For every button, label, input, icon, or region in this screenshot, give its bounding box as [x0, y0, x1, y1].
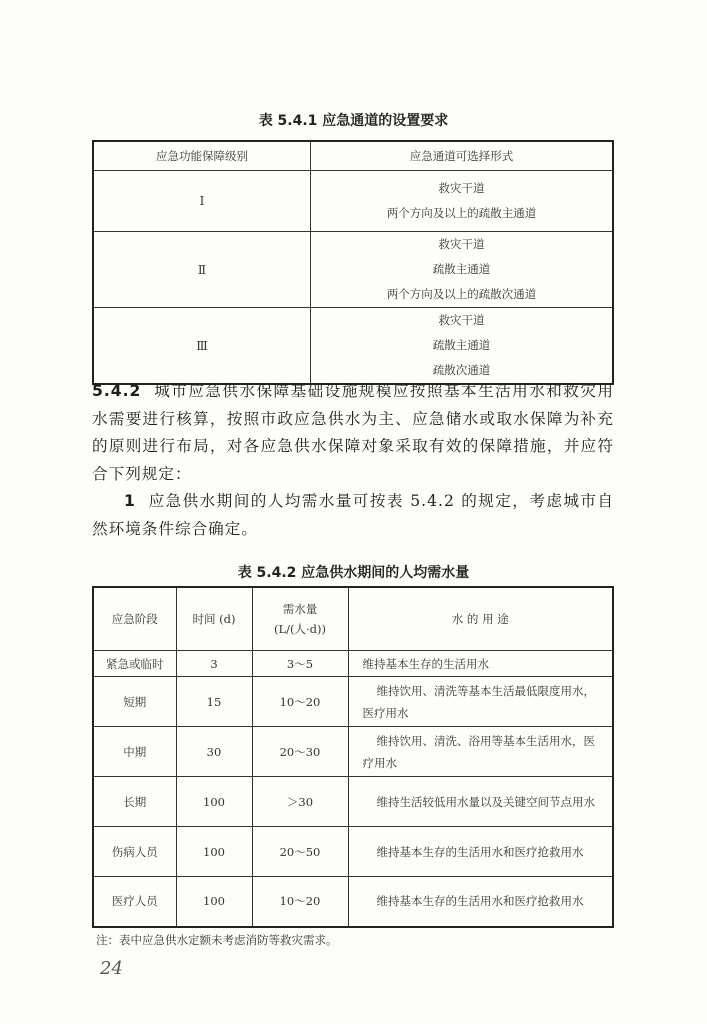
table-row — [93, 677, 613, 727]
level-cell: Ⅰ — [93, 171, 311, 232]
table-header-row — [93, 141, 613, 171]
use-cell: 维持基本生存的生活用水和医疗抢救用水 — [348, 877, 613, 927]
use-cell: 维持饮用、清洗等基本生活最低限度用水，医疗用水 — [348, 677, 613, 727]
use-cell: 维持基本生存的生活用水 — [348, 651, 613, 677]
stage-cell: 中期 — [93, 727, 176, 777]
emergency-passage-table — [92, 140, 614, 385]
form-item: 救灾干道 — [438, 313, 485, 327]
demand-cell: 3～5 — [252, 651, 348, 677]
table-row — [93, 777, 613, 827]
form-item: 疏散主通道 — [432, 338, 491, 352]
form-item: 两个方向及以上的疏散次通道 — [386, 287, 537, 301]
use-cell: 维持饮用、清洗、浴用等基本生活用水，医疗用水 — [348, 727, 613, 777]
form-item: 救灾干道 — [438, 181, 485, 195]
header-stage: 应急阶段 — [93, 587, 176, 651]
form-item: 疏散主通道 — [432, 262, 491, 276]
table-row — [93, 232, 613, 308]
forms-cell — [311, 171, 614, 232]
demand-cell: ＞30 — [252, 777, 348, 827]
stage-cell: 医疗人员 — [93, 877, 176, 927]
time-cell: 100 — [176, 827, 252, 877]
time-cell: 15 — [176, 677, 252, 727]
table2-caption: 表 5.4.2 应急供水期间的人均需水量 — [237, 565, 470, 581]
form-item: 救灾干道 — [438, 237, 485, 251]
time-cell: 3 — [176, 651, 252, 677]
time-cell: 100 — [176, 877, 252, 927]
demand-cell: 20～30 — [252, 727, 348, 777]
use-cell: 维持基本生存的生活用水和医疗抢救用水 — [348, 827, 613, 877]
forms-cell — [311, 308, 614, 385]
item-paragraph — [92, 488, 614, 543]
section-paragraph — [92, 378, 614, 488]
stage-cell: 长期 — [93, 777, 176, 827]
table-note: 注：表中应急供水定额未考虑消防等救灾需求。 — [96, 933, 338, 947]
table-row — [93, 651, 613, 677]
form-item: 两个方向及以上的疏散主通道 — [386, 206, 537, 220]
header-demand-line2: (L/(人·d)) — [274, 622, 326, 636]
table-row — [93, 877, 613, 927]
time-cell: 30 — [176, 727, 252, 777]
time-cell: 100 — [176, 777, 252, 827]
table-row — [93, 827, 613, 877]
table-row — [93, 308, 613, 385]
section-number: 5.4.2 — [92, 382, 142, 400]
level-cell: Ⅲ — [93, 308, 311, 385]
header-use: 水 的 用 途 — [348, 587, 613, 651]
header-level: 应急功能保障级别 — [93, 141, 311, 171]
demand-cell: 10～20 — [252, 677, 348, 727]
stage-cell: 伤病人员 — [93, 827, 176, 877]
demand-cell: 10～20 — [252, 877, 348, 927]
stage-cell: 紧急或临时 — [93, 651, 176, 677]
page-number: 24 — [100, 958, 123, 979]
table-row — [93, 171, 613, 232]
table-row — [93, 727, 613, 777]
header-demand-line1: 需水量 — [282, 602, 318, 616]
table1-caption: 表 5.4.1 应急通道的设置要求 — [258, 113, 449, 129]
header-forms: 应急通道可选择形式 — [311, 141, 614, 171]
form-item: 疏散次通道 — [432, 363, 491, 377]
table-header-row — [93, 587, 613, 651]
use-cell: 维持生活较低用水量以及关键空间节点用水 — [348, 777, 613, 827]
stage-cell: 短期 — [93, 677, 176, 727]
forms-cell — [311, 232, 614, 308]
item-number: 1 — [124, 492, 136, 510]
section-text: 城市应急供水保障基础设施规模应按照基本生活用水和救灾用水需要进行核算，按照市政应急供水为主、应急储水或取水保障为补充的原则进行布局，对各应急供水保障对象采取有效的保障措施，并应符合下列规定： — [92, 382, 614, 483]
item-text: 应急供水期间的人均需水量可按表 5.4.2 的规定，考虑城市自然环境条件综合确定。 — [92, 492, 614, 538]
level-cell: Ⅱ — [93, 232, 311, 308]
demand-cell: 20～50 — [252, 827, 348, 877]
header-time: 时间 (d) — [176, 587, 252, 651]
header-demand — [252, 587, 348, 651]
water-demand-table — [92, 586, 614, 928]
